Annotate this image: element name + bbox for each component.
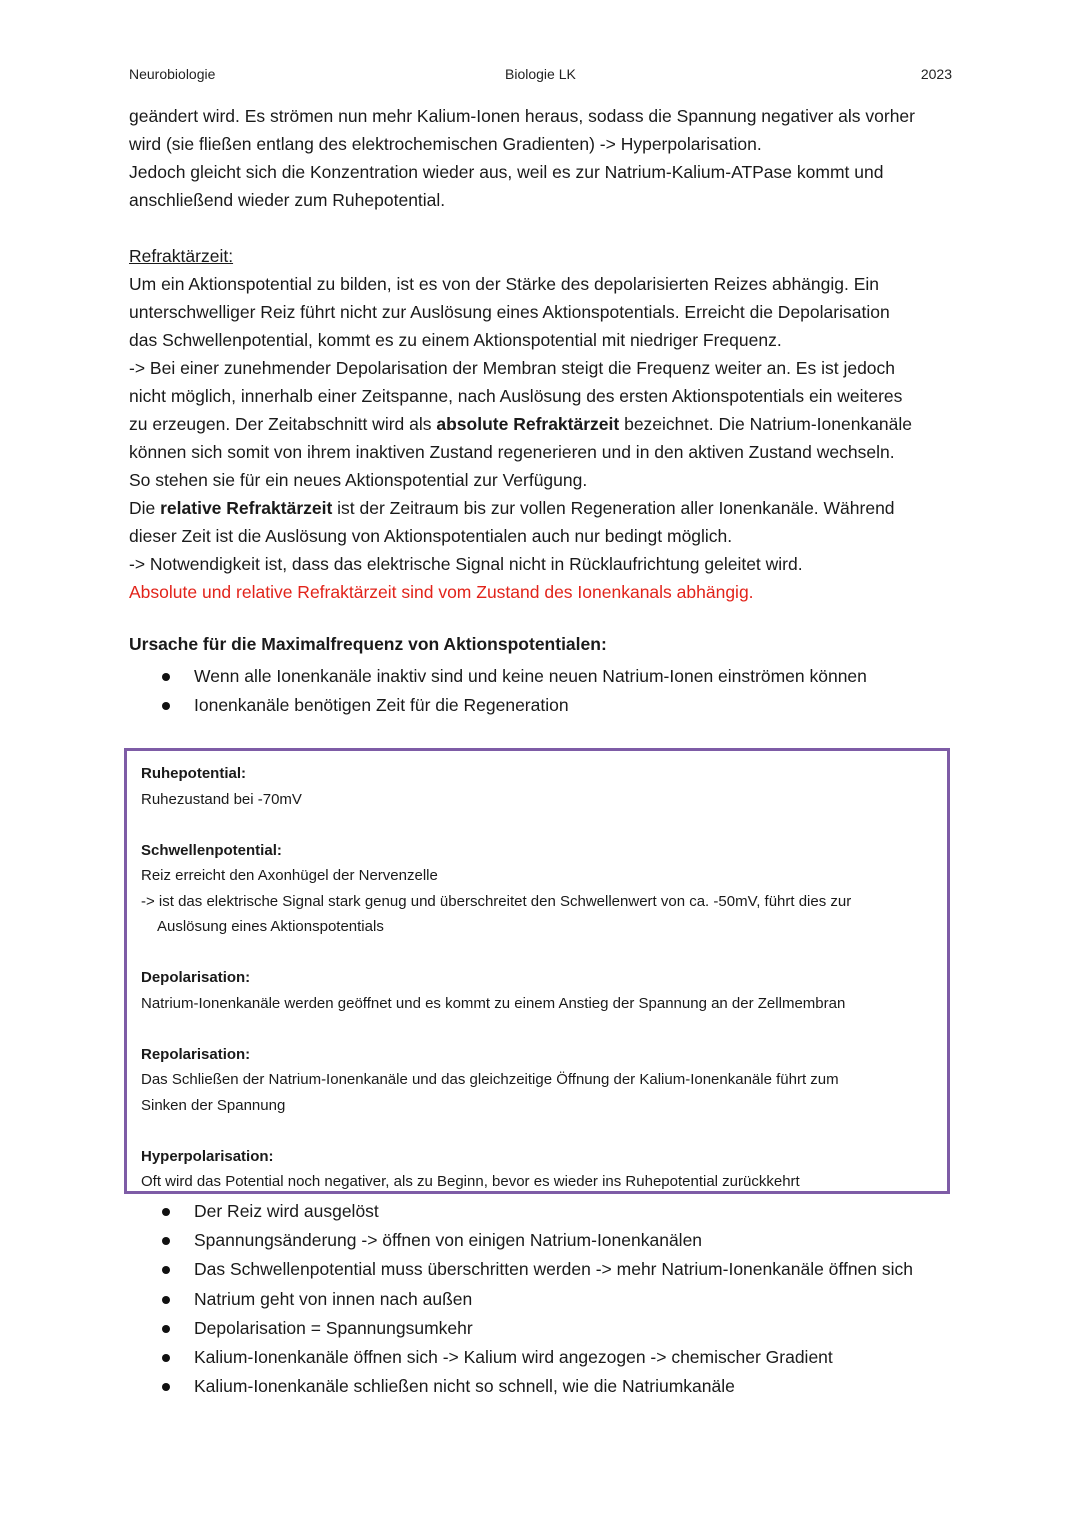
refractory-line xyxy=(129,494,959,522)
term-absolute-refractory: absolute Refraktärzeit xyxy=(436,414,620,434)
refractory-line: das Schwellenpotential, kommt es zu einem Aktionspotential mit niedriger Frequenz. xyxy=(129,330,782,350)
refractory-line: dieser Zeit ist die Auslösung von Aktionspotentialen auch nur bedingt möglich. xyxy=(129,526,733,546)
intro-line: Jedoch gleicht sich die Konzentration wieder aus, weil es zur Natrium-Kalium-ATPase kommt und xyxy=(129,162,884,182)
text-run: Die xyxy=(129,498,161,518)
bullet-icon xyxy=(162,1237,170,1245)
refractory-line: können sich somit von ihrem inaktiven Zustand regenerieren und in den aktiven Zustand wechseln. xyxy=(129,442,895,462)
bullet-icon xyxy=(162,1296,170,1304)
list-item xyxy=(160,1197,980,1226)
text-run: zu erzeugen. Der Zeitabschnitt wird als xyxy=(129,414,437,434)
list-item xyxy=(160,1343,980,1372)
text-run: bezeichnet. Die Natrium-Ionenkanäle xyxy=(619,414,913,434)
refractory-line xyxy=(129,410,959,438)
definitions-box xyxy=(124,748,950,1194)
definition-text: Auslösung eines Aktionspotentials xyxy=(157,918,384,935)
definition-text: Ruhezustand bei -70mV xyxy=(141,790,302,808)
bullet-icon xyxy=(162,1354,170,1362)
definition-text: -> ist das elektrische Signal stark genug und überschreitet den Schwellenwert von ca. -50mV, führt dies zur xyxy=(141,892,852,910)
term-relative-refractory: relative Refraktärzeit xyxy=(160,498,333,518)
list-item xyxy=(160,691,980,720)
list-item-text: Depolarisation = Spannungsumkehr xyxy=(194,1317,473,1338)
definition-title: Hyperpolarisation: xyxy=(141,1147,274,1165)
list-item-text: Der Reiz wird ausgelöst xyxy=(194,1201,379,1221)
bullet-icon xyxy=(162,673,170,681)
definition-text: Reiz erreicht den Axonhügel der Nervenzelle xyxy=(141,867,438,884)
bullet-icon xyxy=(162,1266,170,1274)
refractory-line: So stehen sie für ein neues Aktionspotential zur Verfügung. xyxy=(129,470,588,490)
bullet-icon xyxy=(162,1325,170,1333)
refractory-line: unterschwelliger Reiz führt nicht zur Auslösung eines Aktionspotentials. Erreicht die Depolarisation xyxy=(129,302,890,322)
list-item xyxy=(160,662,980,691)
bullet-icon xyxy=(162,1208,170,1216)
list-item-text: Das Schwellenpotential muss überschritten werden -> mehr Natrium-Ionenkanäle öffnen sich xyxy=(194,1259,914,1280)
refractory-line: -> Bei einer zunehmender Depolarisation der Membran steigt die Frequenz weiter an. Es ist jedoch xyxy=(129,358,896,378)
definition-title: Repolarisation: xyxy=(141,1045,251,1063)
bullet-icon xyxy=(162,702,170,710)
main-text xyxy=(129,102,959,606)
definition-text: Oft wird das Potential noch negativer, als zu Beginn, bevor es wieder ins Ruhepotential zurückkehrt xyxy=(141,1173,800,1190)
cause-heading: Ursache für die Maximalfrequenz von Aktionspotentialen: xyxy=(129,634,607,654)
refractory-line: -> Notwendigkeit ist, dass das elektrische Signal nicht in Rücklaufrichtung geleitet wird. xyxy=(129,554,803,574)
list-item xyxy=(160,1285,980,1314)
header-year: 2023 xyxy=(920,66,952,82)
list-item xyxy=(160,1226,980,1255)
definitions-content xyxy=(141,761,941,1195)
definition-title: Schwellenpotential: xyxy=(141,841,282,859)
intro-line: wird (sie fließen entlang des elektrochemischen Gradienten) -> Hyperpolarisation. xyxy=(129,134,762,154)
list-item-text: Spannungsänderung -> öffnen von einigen Natrium-Ionenkanälen xyxy=(194,1230,703,1251)
list-item xyxy=(160,1372,980,1401)
list-item-text: Kalium-Ionenkanäle schließen nicht so schnell, wie die Natriumkanäle xyxy=(194,1376,735,1397)
header-subject: Neurobiologie xyxy=(129,66,216,82)
refractory-line: Um ein Aktionspotential zu bilden, ist es von der Stärke des depolarisierten Reizes abhängig. Ein xyxy=(129,274,880,294)
cause-list xyxy=(160,662,980,720)
definition-text: Das Schließen der Natrium-Ionenkanäle und das gleichzeitige Öffnung der Kalium-Ionenkanäle führt zum xyxy=(141,1071,839,1088)
list-item xyxy=(160,1255,980,1284)
list-item-text: Ionenkanäle benötigen Zeit für die Regeneration xyxy=(194,695,569,716)
definition-text: Natrium-Ionenkanäle werden geöffnet und es kommt zu einem Anstieg der Spannung an der Zellmembran xyxy=(141,994,846,1012)
refractory-line: nicht möglich, innerhalb einer Zeitspanne, nach Auslösung des ersten Aktionspotentials ein weiteres xyxy=(129,386,903,406)
bullet-icon xyxy=(162,1383,170,1391)
list-item-text: Wenn alle Ionenkanäle inaktiv sind und keine neuen Natrium-Ionen einströmen können xyxy=(194,666,867,686)
text-run: ist der Zeitraum bis zur vollen Regeneration aller Ionenkanäle. Während xyxy=(332,498,895,518)
list-item xyxy=(160,1314,980,1343)
list-item-text: Natrium geht von innen nach außen xyxy=(194,1288,473,1309)
page-header xyxy=(129,66,952,86)
header-course: Biologie LK xyxy=(505,66,576,82)
definition-text: Sinken der Spannung xyxy=(141,1096,286,1114)
refractory-heading: Refraktärzeit: xyxy=(129,246,234,266)
list-item-text: Kalium-Ionenkanäle öffnen sich -> Kalium wird angezogen -> chemischer Gradient xyxy=(194,1346,833,1367)
steps-list xyxy=(160,1197,980,1401)
definition-title: Depolarisation: xyxy=(141,969,251,986)
refractory-highlight: Absolute und relative Refraktärzeit sind vom Zustand des Ionenkanals abhängig. xyxy=(129,582,754,602)
definition-title: Ruhepotential: xyxy=(141,765,246,782)
intro-line: anschließend wieder zum Ruhepotential. xyxy=(129,190,446,210)
intro-line: geändert wird. Es strömen nun mehr Kalium-Ionen heraus, sodass die Spannung negativer als vorher xyxy=(129,106,915,126)
